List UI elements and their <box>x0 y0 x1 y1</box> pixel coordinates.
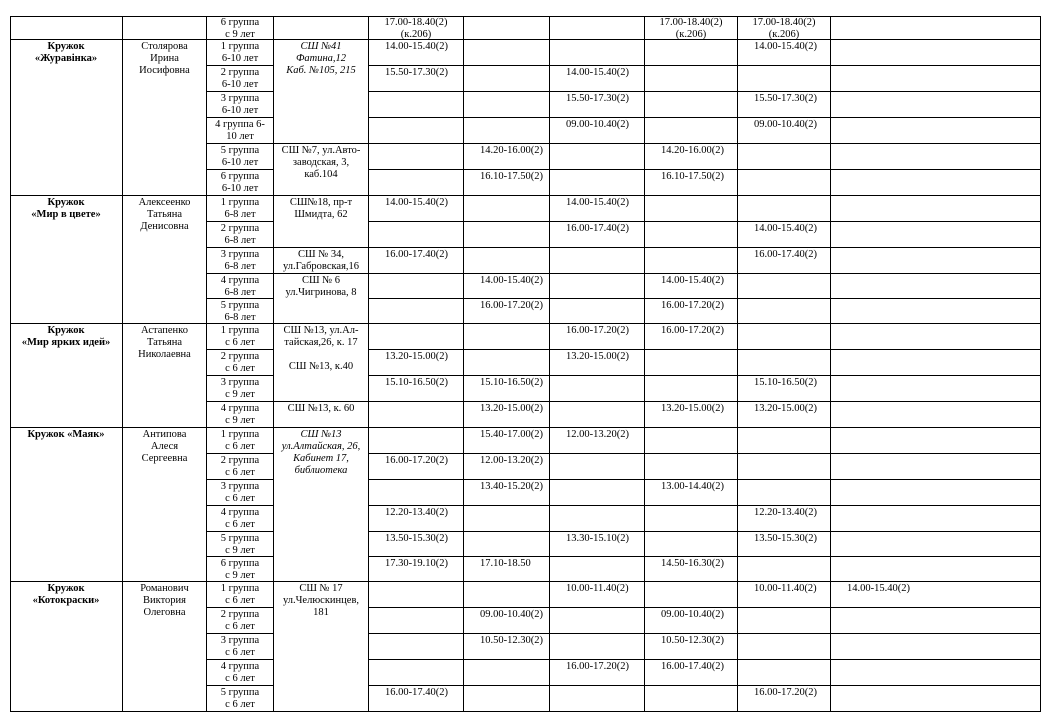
time-slot-cell: 15.50-17.30(2) <box>550 92 645 118</box>
teacher-cell: Алексеенко Татьяна Денисовна <box>123 196 207 324</box>
time-slot-cell <box>645 506 738 532</box>
time-slot-cell <box>369 428 464 454</box>
time-slot-cell: 16.10-17.50(2) <box>645 170 738 196</box>
time-slot-cell: 13.20-15.00(2) <box>550 350 645 376</box>
time-slot-cell <box>738 274 831 299</box>
group-cell: 2 группа 6-8 лет <box>207 222 274 248</box>
time-slot-cell <box>464 660 550 686</box>
time-slot-cell: 09.00-10.40(2) <box>464 608 550 634</box>
time-slot-cell: 14.00-15.40(2) <box>831 582 1041 608</box>
time-slot-cell <box>550 454 645 480</box>
group-cell: 4 группа 6-8 лет <box>207 274 274 299</box>
time-slot-cell <box>369 222 464 248</box>
group-cell: 4 группа с 9 лет <box>207 402 274 428</box>
group-cell: 6 группа с 9 лет <box>207 557 274 582</box>
time-slot-cell <box>738 170 831 196</box>
time-slot-cell <box>645 582 738 608</box>
time-slot-cell <box>464 66 550 92</box>
time-slot-cell: 14.20-16.00(2) <box>645 144 738 170</box>
location-cell: СШ №7, ул.Авто- заводская, 3, каб.104 <box>274 144 369 196</box>
time-slot-cell <box>550 299 645 324</box>
teacher-cell: Астапенко Татьяна Николаевна <box>123 324 207 428</box>
location-cell: СШ № 34, ул.Габровская,16 <box>274 248 369 274</box>
time-slot-cell: 12.20-13.40(2) <box>738 506 831 532</box>
time-slot-cell: 17.00-18.40(2) (к.206) <box>738 16 831 40</box>
group-cell: 1 группа с 6 лет <box>207 582 274 608</box>
time-slot-cell <box>550 170 645 196</box>
time-slot-cell <box>831 92 1041 118</box>
time-slot-cell <box>550 608 645 634</box>
time-slot-cell: 10.00-11.40(2) <box>738 582 831 608</box>
time-slot-cell <box>738 454 831 480</box>
time-slot-cell: 13.20-15.00(2) <box>464 402 550 428</box>
time-slot-cell <box>831 634 1041 660</box>
time-slot-cell: 16.00-17.20(2) <box>645 299 738 324</box>
time-slot-cell <box>550 16 645 40</box>
group-cell: 2 группа 6-10 лет <box>207 66 274 92</box>
time-slot-cell: 16.00-17.20(2) <box>738 686 831 712</box>
time-slot-cell <box>464 506 550 532</box>
location-cell: СШ №13, к. 60 <box>274 402 369 428</box>
time-slot-cell: 16.00-17.20(2) <box>464 299 550 324</box>
location-cell: СШ №13 ул.Алтайская, 26, Кабинет 17, библиотека <box>274 428 369 582</box>
time-slot-cell <box>369 402 464 428</box>
time-slot-cell <box>831 40 1041 66</box>
time-slot-cell <box>369 608 464 634</box>
time-slot-cell: 13.50-15.30(2) <box>738 532 831 557</box>
time-slot-cell: 14.00-15.40(2) <box>738 40 831 66</box>
time-slot-cell <box>831 480 1041 506</box>
time-slot-cell <box>369 144 464 170</box>
time-slot-cell <box>738 557 831 582</box>
time-slot-cell: 14.00-15.40(2) <box>645 274 738 299</box>
time-slot-cell <box>831 428 1041 454</box>
group-cell: 3 группа с 9 лет <box>207 376 274 402</box>
time-slot-cell <box>831 532 1041 557</box>
time-slot-cell <box>645 376 738 402</box>
time-slot-cell <box>464 324 550 350</box>
time-slot-cell <box>645 118 738 144</box>
time-slot-cell: 16.00-17.20(2) <box>550 660 645 686</box>
time-slot-cell <box>645 222 738 248</box>
group-cell: 3 группа 6-10 лет <box>207 92 274 118</box>
time-slot-cell: 14.00-15.40(2) <box>369 40 464 66</box>
time-slot-cell <box>464 248 550 274</box>
time-slot-cell <box>738 428 831 454</box>
time-slot-cell <box>831 248 1041 274</box>
group-cell: 5 группа 6-10 лет <box>207 144 274 170</box>
time-slot-cell <box>645 428 738 454</box>
time-slot-cell: 09.00-10.40(2) <box>550 118 645 144</box>
club-name-cell: Кружок «Мир в цвете» <box>10 196 123 324</box>
club-name-cell <box>10 16 123 40</box>
time-slot-cell <box>464 92 550 118</box>
time-slot-cell <box>550 686 645 712</box>
time-slot-cell <box>738 634 831 660</box>
group-cell: 6 группа 6-10 лет <box>207 170 274 196</box>
time-slot-cell: 16.00-17.20(2) <box>550 324 645 350</box>
time-slot-cell <box>738 196 831 222</box>
time-slot-cell <box>550 40 645 66</box>
time-slot-cell: 10.50-12.30(2) <box>464 634 550 660</box>
time-slot-cell: 12.00-13.20(2) <box>464 454 550 480</box>
group-cell: 3 группа с 6 лет <box>207 634 274 660</box>
time-slot-cell <box>738 324 831 350</box>
time-slot-cell: 13.40-15.20(2) <box>464 480 550 506</box>
time-slot-cell <box>464 118 550 144</box>
time-slot-cell: 16.00-17.40(2) <box>369 686 464 712</box>
time-slot-cell: 14.00-15.40(2) <box>738 222 831 248</box>
time-slot-cell <box>369 170 464 196</box>
time-slot-cell <box>645 532 738 557</box>
time-slot-cell <box>645 686 738 712</box>
time-slot-cell: 14.00-15.40(2) <box>550 196 645 222</box>
time-slot-cell <box>831 454 1041 480</box>
time-slot-cell: 09.00-10.40(2) <box>738 118 831 144</box>
time-slot-cell <box>645 350 738 376</box>
time-slot-cell <box>550 144 645 170</box>
time-slot-cell: 13.50-15.30(2) <box>369 532 464 557</box>
location-cell: СШ №13, ул.Ал- тайская,26, к. 17 СШ №13, к.40 <box>274 324 369 402</box>
location-cell <box>274 16 369 40</box>
time-slot-cell: 16.00-17.40(2) <box>550 222 645 248</box>
time-slot-cell <box>738 66 831 92</box>
time-slot-cell <box>831 66 1041 92</box>
time-slot-cell: 14.20-16.00(2) <box>464 144 550 170</box>
club-name-cell: Кружок «Маяк» <box>10 428 123 582</box>
time-slot-cell <box>464 16 550 40</box>
time-slot-cell <box>831 402 1041 428</box>
time-slot-cell <box>831 196 1041 222</box>
location-cell: СШ № 17 ул.Челюскинцев, 181 <box>274 582 369 712</box>
time-slot-cell <box>831 608 1041 634</box>
time-slot-cell <box>831 506 1041 532</box>
time-slot-cell: 14.00-15.40(2) <box>464 274 550 299</box>
time-slot-cell <box>738 660 831 686</box>
time-slot-cell <box>831 274 1041 299</box>
time-slot-cell <box>369 118 464 144</box>
time-slot-cell: 15.10-16.50(2) <box>738 376 831 402</box>
group-cell: 2 группа с 6 лет <box>207 454 274 480</box>
time-slot-cell <box>464 582 550 608</box>
time-slot-cell: 17.10-18.50 <box>464 557 550 582</box>
teacher-cell: Столярова Ирина Иосифовна <box>123 40 207 196</box>
time-slot-cell <box>550 248 645 274</box>
group-cell: 3 группа 6-8 лет <box>207 248 274 274</box>
teacher-cell <box>123 16 207 40</box>
time-slot-cell <box>550 634 645 660</box>
time-slot-cell: 16.00-17.20(2) <box>645 324 738 350</box>
group-cell: 1 группа 6-10 лет <box>207 40 274 66</box>
group-cell: 1 группа 6-8 лет <box>207 196 274 222</box>
time-slot-cell <box>831 660 1041 686</box>
time-slot-cell <box>550 506 645 532</box>
time-slot-cell: 12.20-13.40(2) <box>369 506 464 532</box>
teacher-cell: Антипова Алеся Сергеевна <box>123 428 207 582</box>
time-slot-cell <box>738 608 831 634</box>
time-slot-cell <box>550 480 645 506</box>
location-cell: СШ №41 Фатина,12 Каб. №105, 215 <box>274 40 369 144</box>
time-slot-cell: 13.00-14.40(2) <box>645 480 738 506</box>
time-slot-cell <box>831 170 1041 196</box>
time-slot-cell: 16.00-17.40(2) <box>369 248 464 274</box>
time-slot-cell: 17.30-19.10(2) <box>369 557 464 582</box>
time-slot-cell <box>645 66 738 92</box>
time-slot-cell: 14.50-16.30(2) <box>645 557 738 582</box>
time-slot-cell <box>645 248 738 274</box>
time-slot-cell: 13.20-15.00(2) <box>738 402 831 428</box>
group-cell: 6 группа с 9 лет <box>207 16 274 40</box>
time-slot-cell <box>550 376 645 402</box>
time-slot-cell: 12.00-13.20(2) <box>550 428 645 454</box>
time-slot-cell: 15.50-17.30(2) <box>738 92 831 118</box>
time-slot-cell: 13.20-15.00(2) <box>369 350 464 376</box>
location-cell: СШ № 6 ул.Чигринова, 8 <box>274 274 369 324</box>
time-slot-cell <box>831 144 1041 170</box>
time-slot-cell <box>369 582 464 608</box>
time-slot-cell <box>464 686 550 712</box>
time-slot-cell <box>831 557 1041 582</box>
time-slot-cell: 15.50-17.30(2) <box>369 66 464 92</box>
time-slot-cell <box>831 118 1041 144</box>
time-slot-cell: 16.00-17.20(2) <box>369 454 464 480</box>
time-slot-cell: 09.00-10.40(2) <box>645 608 738 634</box>
time-slot-cell <box>464 532 550 557</box>
teacher-cell: Романович Виктория Олеговна <box>123 582 207 712</box>
location-cell: СШ№18, пр-т Шмидта, 62 <box>274 196 369 248</box>
time-slot-cell <box>831 299 1041 324</box>
time-slot-cell: 15.10-16.50(2) <box>464 376 550 402</box>
time-slot-cell: 16.00-17.40(2) <box>738 248 831 274</box>
time-slot-cell <box>550 274 645 299</box>
time-slot-cell <box>550 402 645 428</box>
time-slot-cell <box>464 222 550 248</box>
group-cell: 1 группа с 6 лет <box>207 428 274 454</box>
time-slot-cell <box>738 144 831 170</box>
time-slot-cell: 13.20-15.00(2) <box>645 402 738 428</box>
group-cell: 4 группа с 6 лет <box>207 506 274 532</box>
group-cell: 4 группа с 6 лет <box>207 660 274 686</box>
time-slot-cell: 17.00-18.40(2) (к.206) <box>645 16 738 40</box>
time-slot-cell: 15.10-16.50(2) <box>369 376 464 402</box>
time-slot-cell <box>369 299 464 324</box>
time-slot-cell: 15.40-17.00(2) <box>464 428 550 454</box>
club-name-cell: Кружок «Мир ярких идей» <box>10 324 123 428</box>
time-slot-cell <box>831 686 1041 712</box>
club-name-cell: Кружок «Журавiнка» <box>10 40 123 196</box>
time-slot-cell <box>738 350 831 376</box>
time-slot-cell: 10.50-12.30(2) <box>645 634 738 660</box>
time-slot-cell <box>645 454 738 480</box>
time-slot-cell <box>831 350 1041 376</box>
time-slot-cell: 14.00-15.40(2) <box>550 66 645 92</box>
group-cell: 5 группа с 6 лет <box>207 686 274 712</box>
time-slot-cell <box>831 222 1041 248</box>
time-slot-cell <box>369 274 464 299</box>
time-slot-cell <box>464 196 550 222</box>
time-slot-cell: 13.30-15.10(2) <box>550 532 645 557</box>
time-slot-cell <box>831 376 1041 402</box>
time-slot-cell <box>369 634 464 660</box>
group-cell: 4 группа 6- 10 лет <box>207 118 274 144</box>
group-cell: 3 группа с 6 лет <box>207 480 274 506</box>
time-slot-cell <box>369 324 464 350</box>
time-slot-cell <box>550 557 645 582</box>
group-cell: 2 группа с 6 лет <box>207 608 274 634</box>
time-slot-cell <box>464 350 550 376</box>
time-slot-cell: 14.00-15.40(2) <box>369 196 464 222</box>
time-slot-cell: 10.00-11.40(2) <box>550 582 645 608</box>
group-cell: 5 группа с 9 лет <box>207 532 274 557</box>
time-slot-cell <box>738 299 831 324</box>
time-slot-cell <box>369 660 464 686</box>
time-slot-cell: 16.10-17.50(2) <box>464 170 550 196</box>
time-slot-cell: 17.00-18.40(2) (к.206) <box>369 16 464 40</box>
time-slot-cell <box>369 92 464 118</box>
time-slot-cell <box>645 92 738 118</box>
group-cell: 5 группа 6-8 лет <box>207 299 274 324</box>
time-slot-cell <box>738 480 831 506</box>
group-cell: 2 группа с 6 лет <box>207 350 274 376</box>
time-slot-cell <box>645 196 738 222</box>
time-slot-cell <box>831 324 1041 350</box>
time-slot-cell: 16.00-17.40(2) <box>645 660 738 686</box>
group-cell: 1 группа с 6 лет <box>207 324 274 350</box>
time-slot-cell <box>464 40 550 66</box>
club-name-cell: Кружок «Котокраски» <box>10 582 123 712</box>
time-slot-cell <box>369 480 464 506</box>
time-slot-cell <box>645 40 738 66</box>
time-slot-cell <box>831 16 1041 40</box>
